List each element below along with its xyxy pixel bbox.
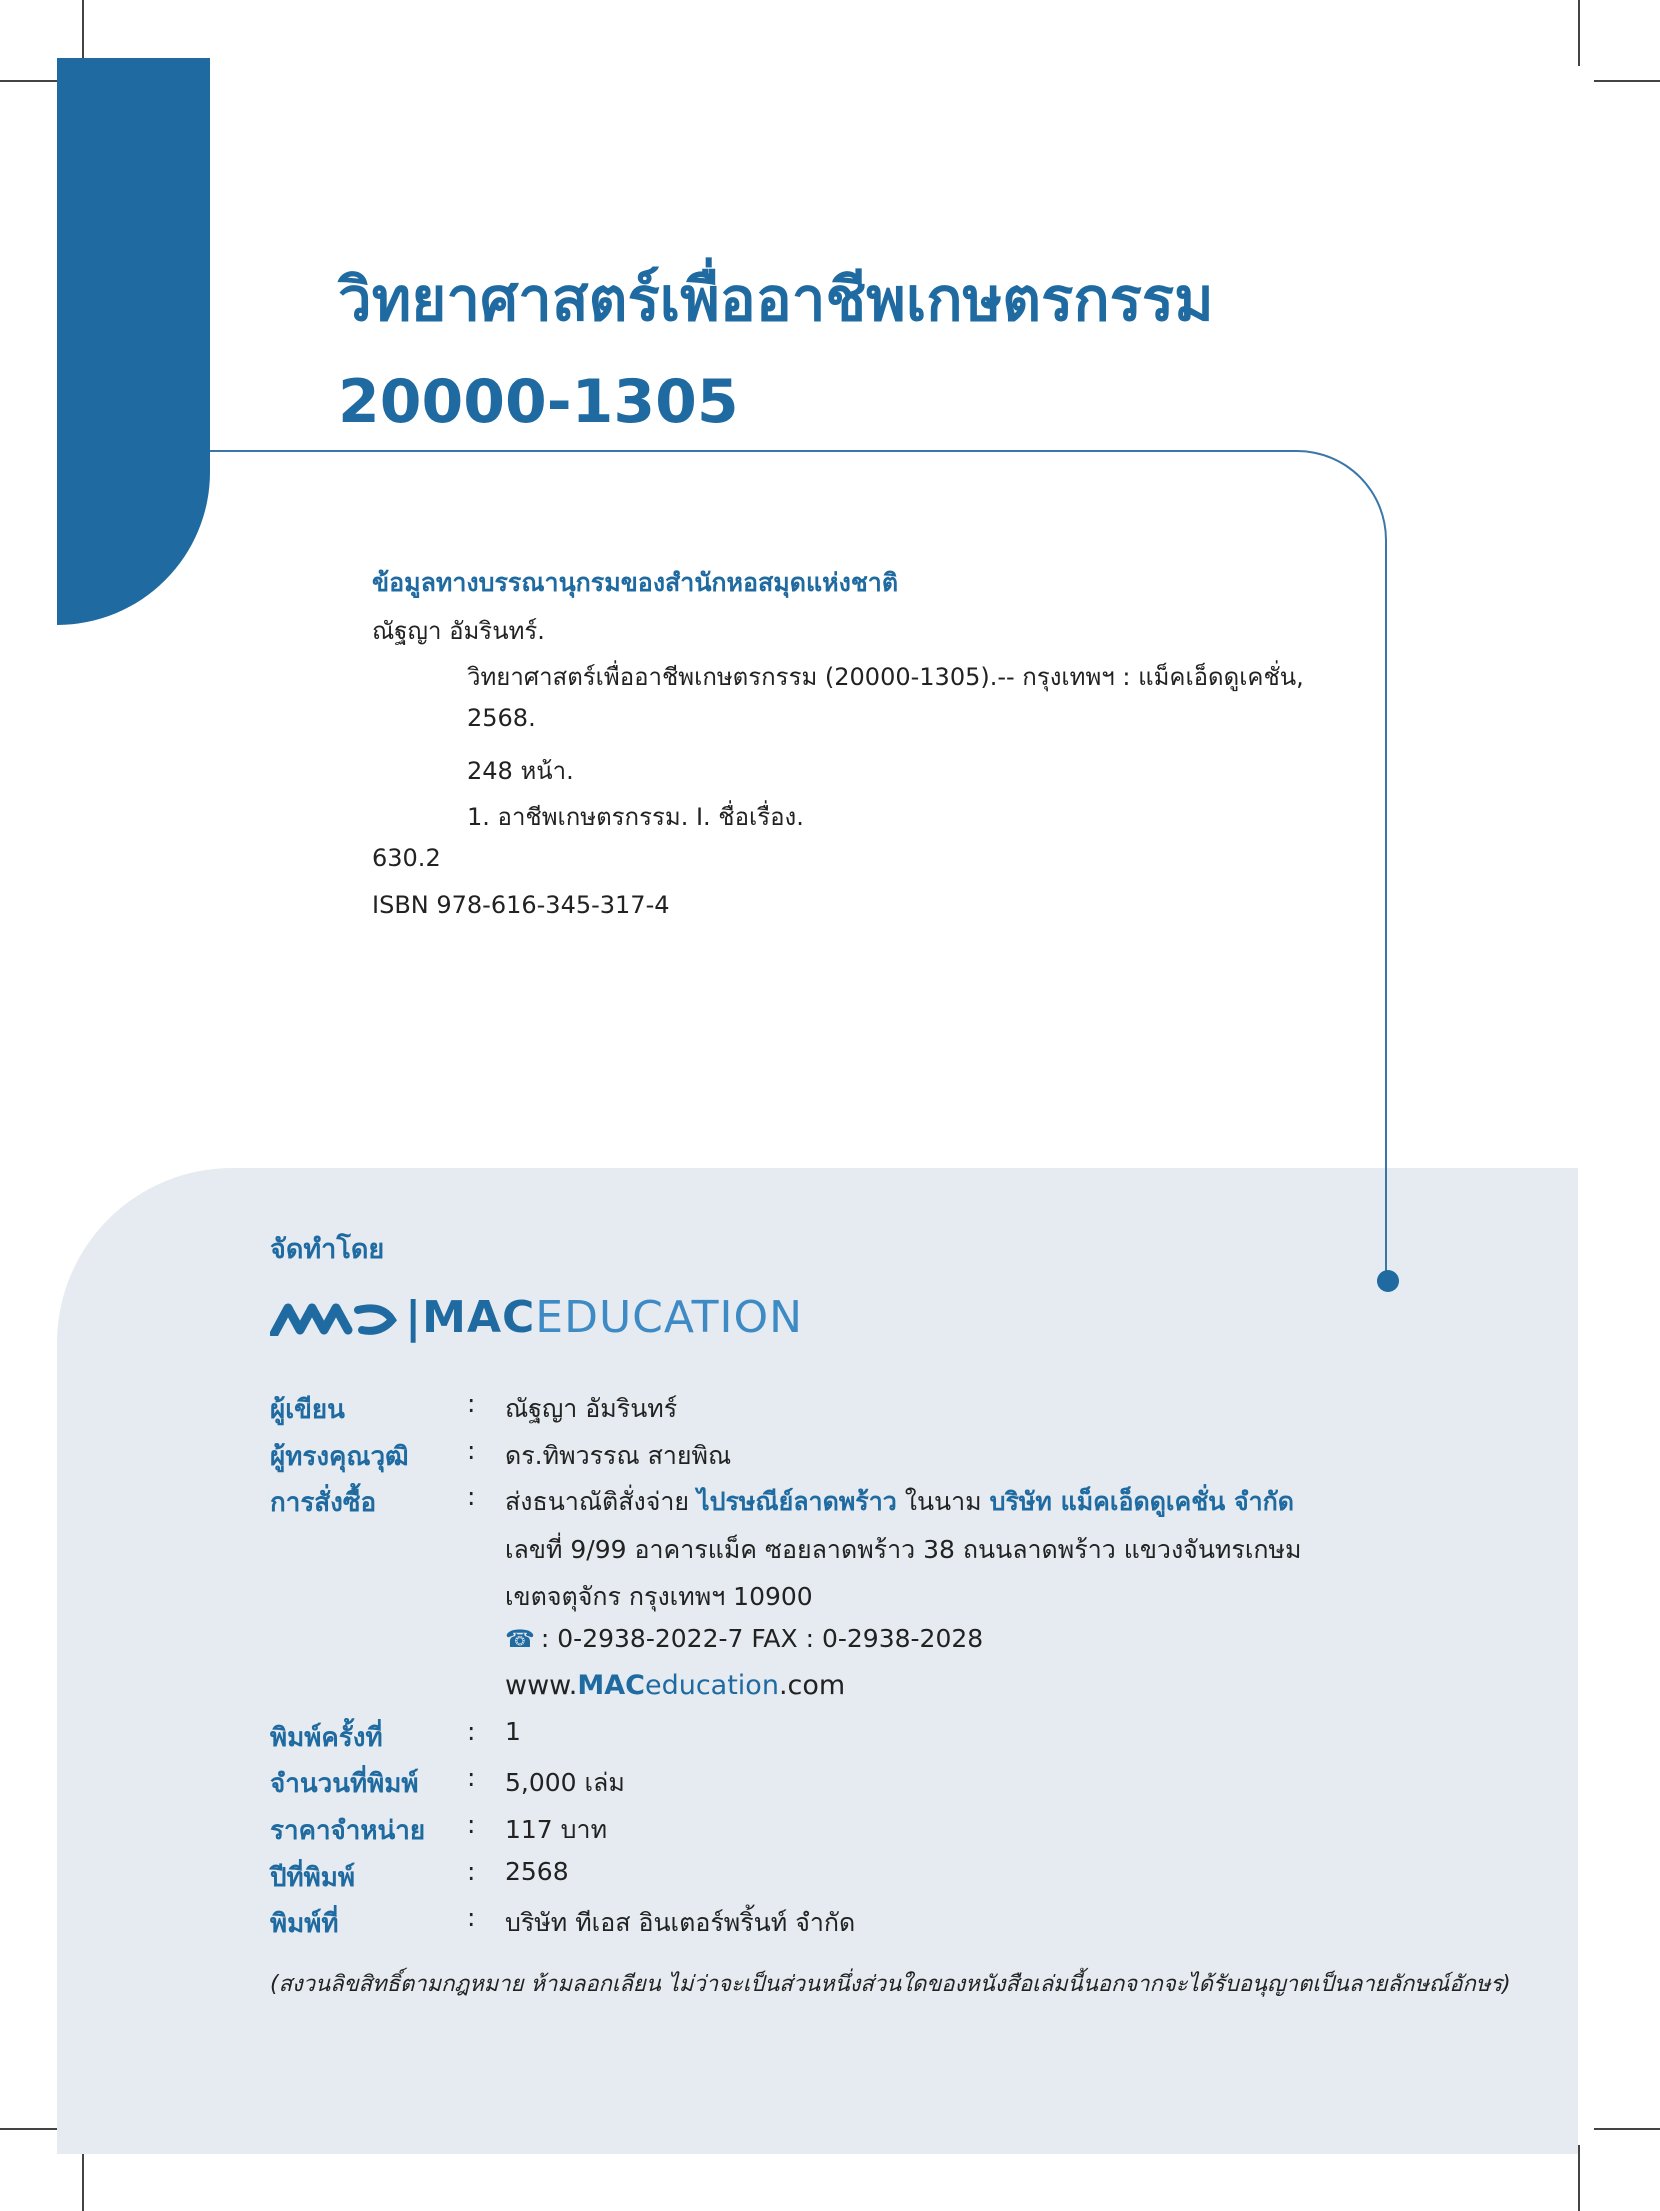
colon: : bbox=[467, 1482, 476, 1511]
copies-value: 5,000 เล่ม bbox=[505, 1768, 625, 1797]
website-url[interactable] bbox=[505, 1670, 845, 1701]
address-line-2: เขตจตุจักร กรุงเทพฯ 10900 bbox=[505, 1582, 813, 1611]
cip-class-number: 630.2 bbox=[372, 844, 441, 872]
printer-label: พิมพ์ที่ bbox=[270, 1909, 339, 1939]
company-name: บริษัท แม็คเอ็ดดูเคชั่น จำกัด bbox=[989, 1487, 1295, 1516]
author-label: ผู้เขียน bbox=[270, 1395, 345, 1425]
logo-text-light: EDUCATION bbox=[535, 1292, 803, 1343]
crop-mark bbox=[1594, 80, 1660, 82]
logo-text-bold: |MAC bbox=[405, 1292, 536, 1343]
price-label: ราคาจำหน่าย bbox=[270, 1816, 426, 1846]
order-label: การสั่งซื้อ bbox=[270, 1488, 377, 1518]
crop-mark bbox=[1594, 2128, 1660, 2130]
url-part: education bbox=[644, 1670, 779, 1701]
cip-author: ณัฐญา อัมรินทร์. bbox=[372, 617, 545, 645]
colon: : bbox=[467, 1436, 476, 1465]
colon: : bbox=[467, 1810, 476, 1839]
year-value: 2568 bbox=[505, 1857, 569, 1886]
phone-line bbox=[505, 1624, 983, 1653]
address-line-1: เลขที่ 9/99 อาคารแม็ค ซอยลาดพร้าว 38 ถนนลาดพร้าว แขวงจันทรเกษม bbox=[505, 1535, 1302, 1564]
copyright-notice: (สงวนลิขสิทธิ์ตามกฎหมาย ห้ามลอกเลียน ไม่ว่าจะเป็นส่วนหนึ่งส่วนใดของหนังสือเล่มนี้นอกจากจะได้รับอนุญาตเป็นลายลักษณ์อักษร) bbox=[270, 1972, 1511, 1997]
expert-label: ผู้ทรงคุณวุฒิ bbox=[270, 1442, 409, 1472]
url-part: .com bbox=[778, 1670, 846, 1701]
cip-year: 2568. bbox=[467, 704, 536, 732]
course-code: 20000-1305 bbox=[338, 367, 739, 437]
cip-heading: ข้อมูลทางบรรณานุกรมของสำนักหอสมุดแห่งชาติ bbox=[372, 568, 899, 597]
colon: : bbox=[467, 1389, 476, 1418]
post-office-name: ไปรษณีย์ลาดพร้าว bbox=[697, 1487, 897, 1516]
prepared-by-label: จัดทำโดย bbox=[270, 1234, 385, 1265]
decorative-blue-tab bbox=[57, 58, 210, 625]
cip-title-line: วิทยาศาสตร์เพื่ออาชีพเกษตรกรรม (20000-1305).-- กรุงเทพฯ : แม็คเอ็ดดูเคชั่น, bbox=[467, 663, 1304, 691]
order-value bbox=[505, 1482, 1294, 1522]
crop-mark bbox=[1578, 2145, 1580, 2211]
crop-mark bbox=[82, 0, 84, 66]
cip-isbn: ISBN 978-616-345-317-4 bbox=[372, 891, 670, 919]
crop-mark bbox=[82, 2145, 84, 2211]
cip-subject: 1. อาชีพเกษตรกรรม. I. ชื่อเรื่อง. bbox=[467, 803, 804, 831]
cip-pages: 248 หน้า. bbox=[467, 757, 574, 785]
price-value: 117 บาท bbox=[505, 1815, 608, 1844]
colon: : bbox=[467, 1857, 476, 1886]
colon: : bbox=[467, 1763, 476, 1792]
order-text: ส่งธนาณัติสั่งจ่าย bbox=[505, 1487, 698, 1516]
mac-education-logo bbox=[270, 1292, 803, 1343]
crop-mark bbox=[1578, 0, 1580, 66]
year-label: ปีที่พิมพ์ bbox=[270, 1863, 356, 1893]
edition-label: พิมพ์ครั้งที่ bbox=[270, 1723, 383, 1753]
connector-dot bbox=[1377, 1270, 1399, 1292]
url-part: www. bbox=[505, 1670, 578, 1701]
mac-wave-logo-icon bbox=[270, 1300, 400, 1336]
order-text: ในนาม bbox=[896, 1487, 990, 1516]
expert-value: ดร.ทิพวรรณ สายพิณ bbox=[505, 1441, 732, 1470]
author-value: ณัฐญา อัมรินทร์ bbox=[505, 1394, 678, 1423]
colon: : bbox=[467, 1903, 476, 1932]
printer-value: บริษัท ทีเอส อินเตอร์พริ้นท์ จำกัด bbox=[505, 1908, 856, 1937]
edition-value: 1 bbox=[505, 1717, 521, 1746]
colon: : bbox=[467, 1717, 476, 1746]
page-title: วิทยาศาสตร์เพื่ออาชีพเกษตรกรรม bbox=[338, 265, 1214, 335]
url-part: MAC bbox=[577, 1670, 645, 1701]
phone-fax: : 0-2938-2022-7 FAX : 0-2938-2028 bbox=[540, 1624, 984, 1653]
telephone-icon: ☎ bbox=[505, 1625, 535, 1653]
copies-label: จำนวนที่พิมพ์ bbox=[270, 1769, 419, 1799]
